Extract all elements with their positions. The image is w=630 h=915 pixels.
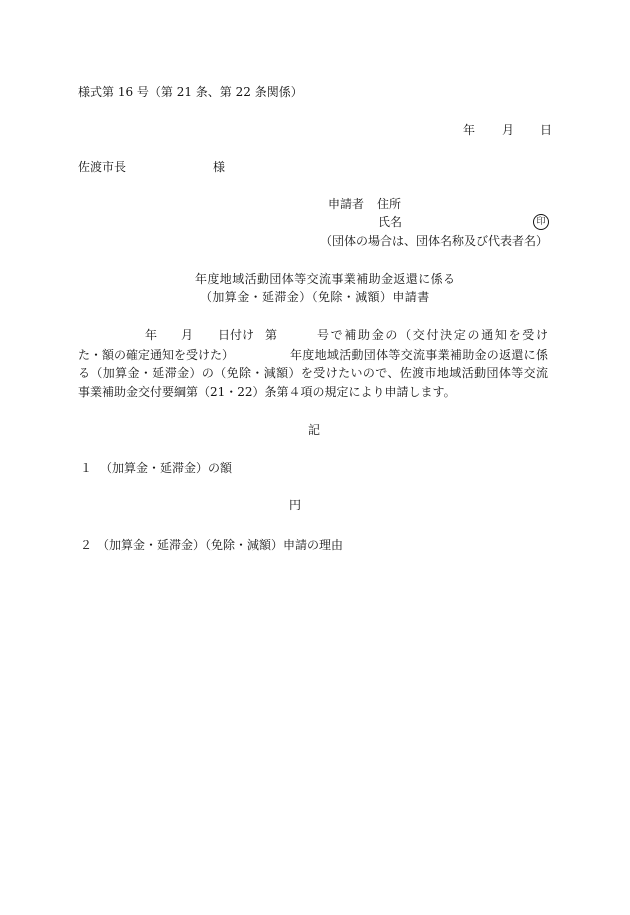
body-year-label: 年 — [145, 328, 158, 342]
applicant-organization-note: （団体の場合は、団体名称及び代表者名） — [320, 234, 549, 248]
addressee-honorific: 様 — [213, 160, 226, 174]
addressee-name: 佐渡市長 — [78, 160, 127, 174]
applicant-address-label: 住所 — [377, 197, 402, 211]
body-day-label: 日付け — [218, 328, 255, 342]
title-line-1: 年度地域活動団体等交流事業補助金返還に係る — [195, 272, 456, 286]
body-line-4: 事業補助金交付要綱第（21・22）条第４項の規定により申請します。 — [78, 385, 456, 399]
body-line-1-text: 号で補助金の（交付決定の通知を受け — [317, 328, 548, 342]
applicant-label: 申請者 — [328, 197, 365, 211]
item-2-label: （加算金・延滞金）（免除・減額）申請の理由 — [97, 538, 344, 552]
item-1-number: １ — [80, 461, 93, 475]
seal-mark: 印 — [533, 214, 549, 230]
title-line-2: （加算金・延滞金）（免除・減額）申請書 — [200, 290, 430, 304]
form-number: 様式第 16 号（第 21 条、第 22 条関係） — [78, 85, 303, 99]
body-line-2-start: た・額の確定通知を受けた） — [78, 348, 235, 362]
item-1-label: （加算金・延滞金）の額 — [100, 461, 233, 475]
ki-heading: 記 — [308, 423, 321, 437]
body-number-prefix: 第 — [265, 328, 278, 342]
body-line-2-end: 年度地域活動団体等交流事業補助金の返還に係 — [290, 348, 548, 362]
applicant-name-label: 氏名 — [378, 215, 403, 229]
date-month-label: 月 — [502, 123, 515, 137]
date-day-label: 日 — [540, 123, 553, 137]
body-line-3: る（加算金・延滞金）の（免除・減額）を受けたいので、佐渡市地域活動団体等交流 — [78, 366, 548, 380]
item-2-number: ２ — [80, 538, 93, 552]
body-month-label: 月 — [181, 328, 194, 342]
date-year-label: 年 — [463, 123, 476, 137]
item-1-yen-unit: 円 — [289, 498, 302, 512]
